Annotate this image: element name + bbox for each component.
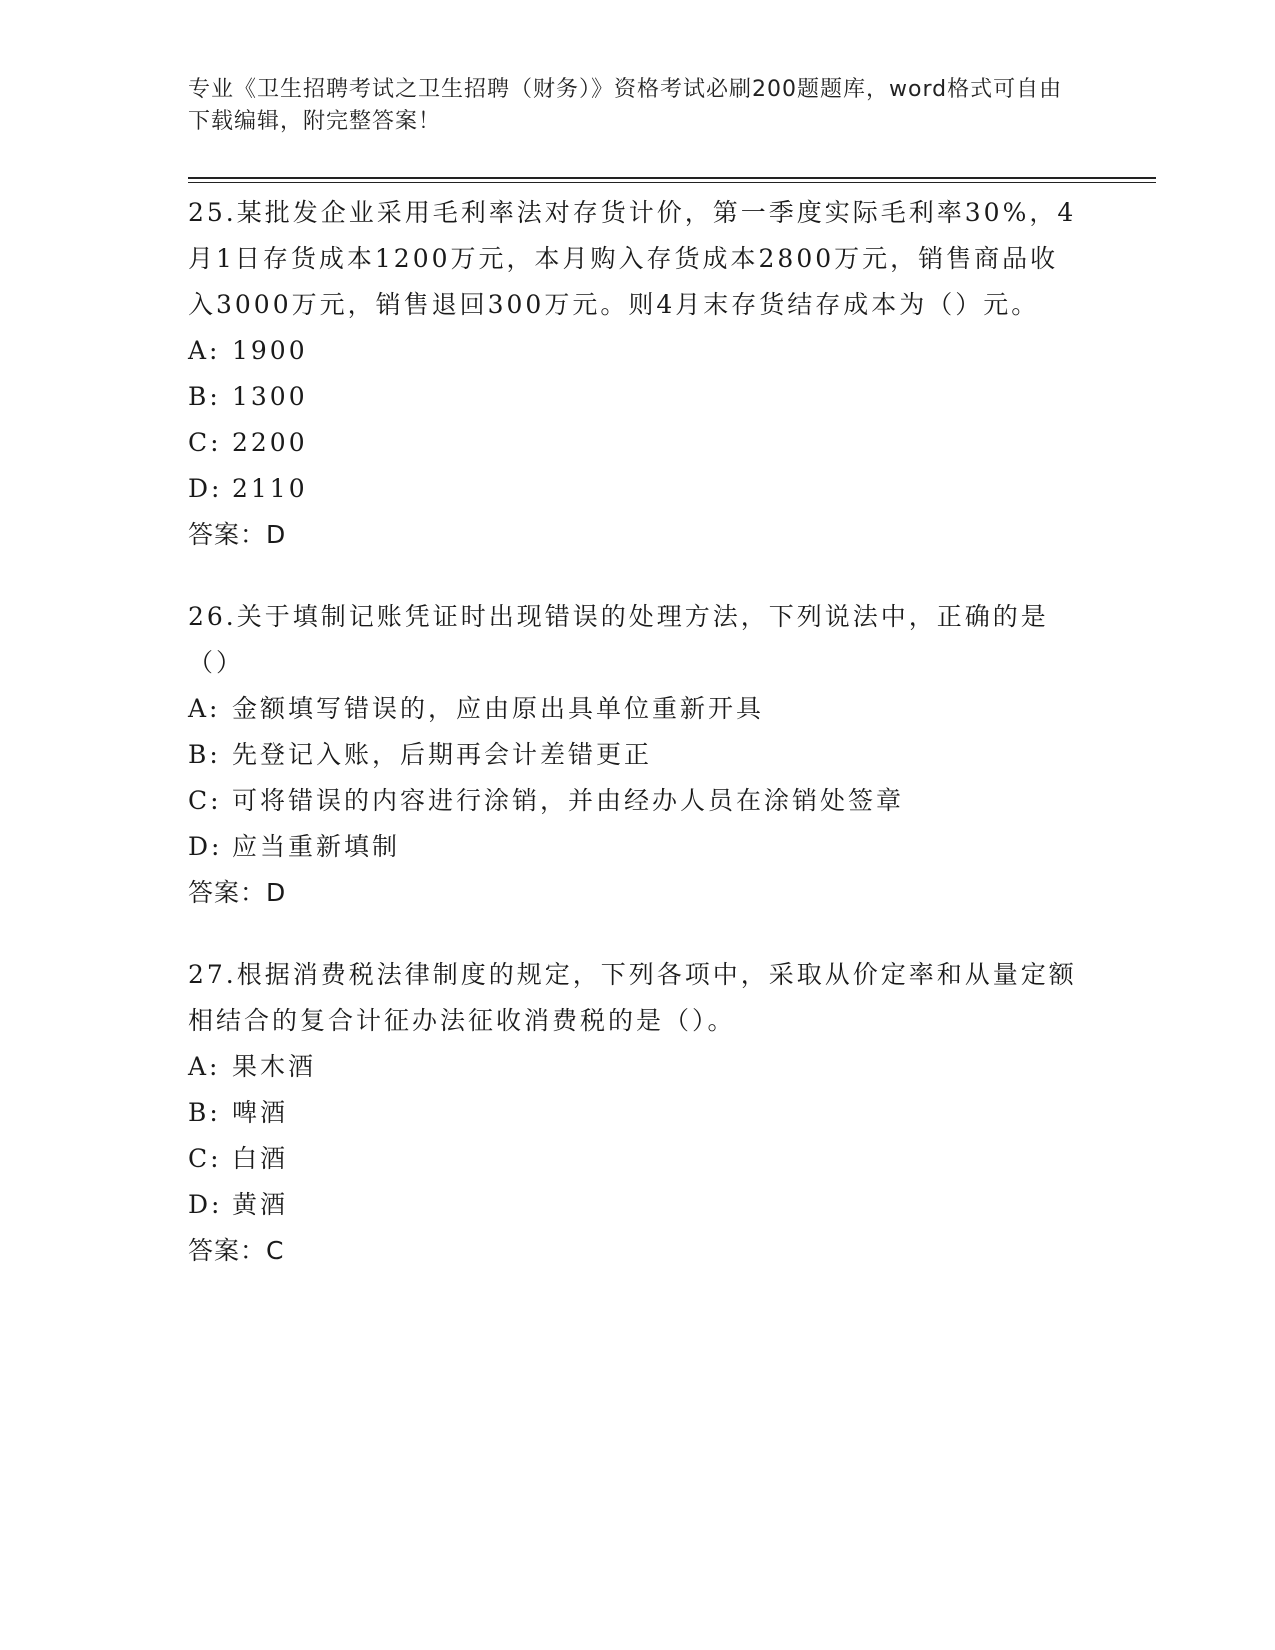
option-a: [188, 1044, 1078, 1090]
option-key: C:: [188, 786, 222, 815]
option-text: 金额填写错误的，应由原出具单位重新开具: [232, 694, 765, 723]
question-stem: 27.根据消费税法律制度的规定，下列各项中，采取从价定率和从量定额相结合的复合计征办法征收消费税的是（）。: [188, 960, 1077, 1035]
option-text: 果木酒: [232, 1052, 317, 1081]
option-d: [188, 1182, 1078, 1228]
option-d: [188, 466, 1078, 512]
option-key: A:: [188, 694, 221, 723]
option-key: B:: [188, 382, 221, 411]
option-text: 啤酒: [232, 1098, 289, 1127]
document-header: 专业《卫生招聘考试之卫生招聘（财务）》资格考试必刷200题题库，word格式可自由下载编辑，附完整答案！: [188, 77, 1063, 134]
option-key: D:: [188, 1190, 223, 1219]
option-text: 应当重新填制: [232, 832, 401, 861]
option-text: 先登记入账，后期再会计差错更正: [232, 740, 653, 769]
question-25: [188, 190, 1078, 558]
answer-line: 答案：D: [188, 520, 287, 549]
header-rule-thin: [188, 182, 1156, 183]
option-key: C:: [188, 1144, 222, 1173]
answer-line: 答案：D: [188, 878, 287, 907]
option-c: [188, 420, 1078, 466]
option-b: [188, 1090, 1078, 1136]
question-27: [188, 952, 1078, 1274]
option-b: [188, 374, 1078, 420]
option-text: 2110: [232, 474, 308, 503]
option-key: A:: [188, 1052, 221, 1081]
option-text: 黄酒: [232, 1190, 289, 1219]
answer-line: 答案：C: [188, 1236, 285, 1265]
option-key: D:: [188, 832, 223, 861]
question-26: [188, 594, 1078, 916]
header-rule-thick: [188, 177, 1156, 179]
option-d: [188, 824, 1078, 870]
option-text: 白酒: [232, 1144, 289, 1173]
option-text: 2200: [232, 428, 308, 457]
option-a: [188, 328, 1078, 374]
question-stem: 25.某批发企业采用毛利率法对存货计价，第一季度实际毛利率30%，4月1日存货成本1200万元，本月购入存货成本2800万元，销售商品收入3000万元，销售退回300万元。则4月末存货结存成本为（）元。: [188, 198, 1077, 319]
option-text: 可将错误的内容进行涂销，并由经办人员在涂销处签章: [232, 786, 905, 815]
option-text: 1300: [232, 382, 308, 411]
option-b: [188, 732, 1078, 778]
option-key: D:: [188, 474, 223, 503]
option-key: C:: [188, 428, 222, 457]
option-a: [188, 686, 1078, 732]
option-text: 1900: [232, 336, 308, 365]
question-stem: 26.关于填制记账凭证时出现错误的处理方法，下列说法中，正确的是（）: [188, 602, 1049, 677]
option-key: B:: [188, 740, 221, 769]
option-c: [188, 1136, 1078, 1182]
option-key: B:: [188, 1098, 221, 1127]
option-key: A:: [188, 336, 221, 365]
question-list: [188, 190, 1078, 1310]
option-c: [188, 778, 1078, 824]
